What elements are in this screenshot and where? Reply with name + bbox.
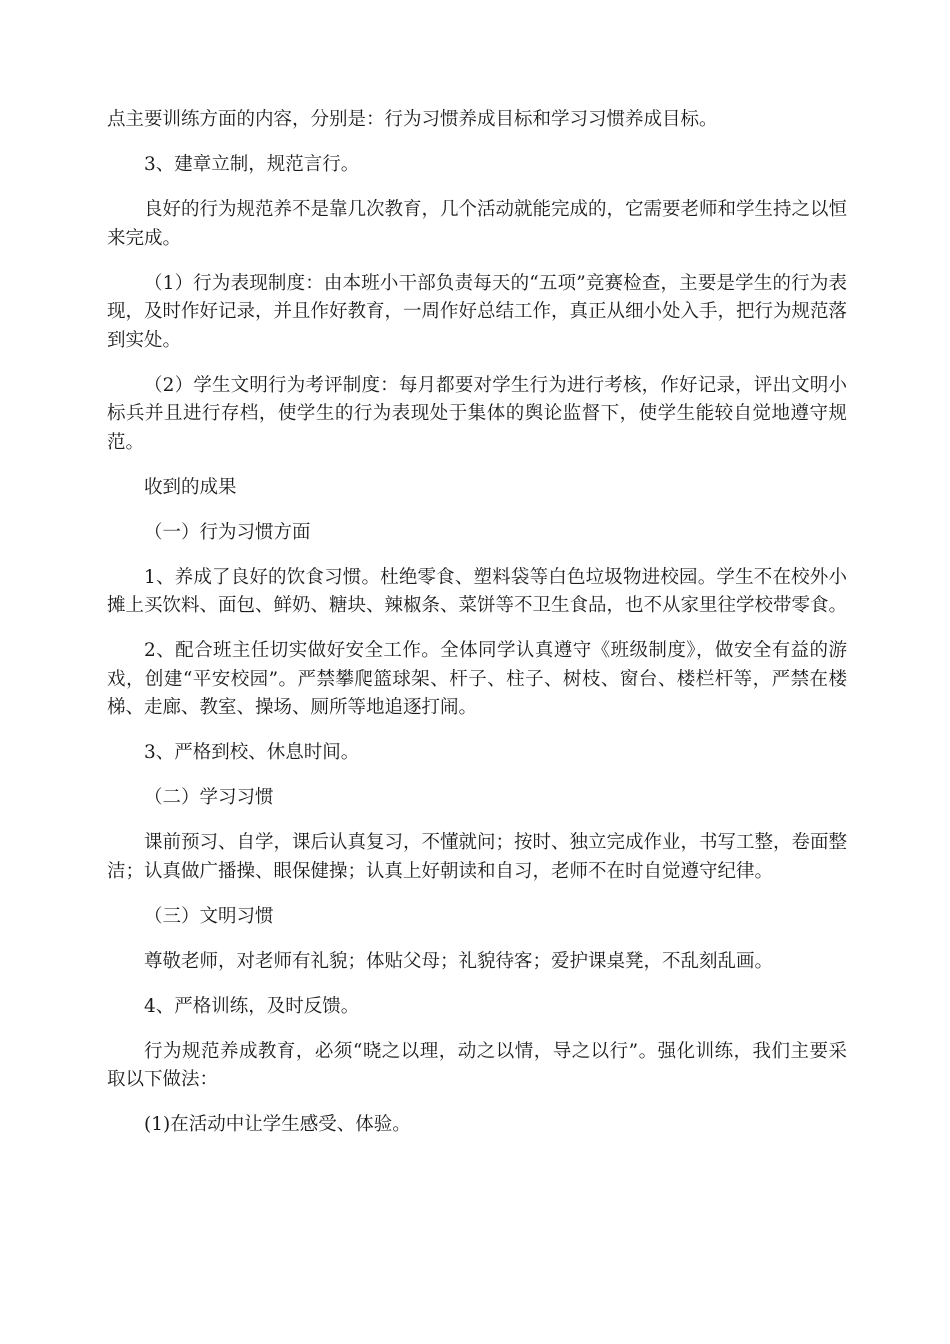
paragraph-study-habits: 课前预习、自学，课后认真复习，不懂就问；按时、独立完成作业，书写工整，卷面整洁；认真做广播操、眼保健操；认真上好朝读和自习，老师不在时自觉遵守纪律。 [107, 832, 848, 882]
section-heading-training: 4、严格训练，及时反馈。 [144, 995, 360, 1017]
subheading-civil-habits: （三）文明习惯 [144, 905, 274, 927]
paragraph-continuation: 点主要训练方面的内容，分别是：行为习惯养成目标和学习习惯养成目标。 [107, 109, 718, 130]
list-item-safety: 2、配合班主任切实做好安全工作。全体同学认真遵守《班级制度》，做安全有益的游戏，创建“平安校园”。严禁攀爬篮球架、杆子、柱子、树枝、窗台、楼栏杆等，严禁在楼梯、走廊、教室、操场、厕所等地追逐打闹。 [107, 640, 847, 718]
paragraph-training: 行为规范养成教育，必须“晓之以理，动之以情，导之以行”。强化训练，我们主要采取以下做法： [107, 1040, 847, 1090]
paragraph: 良好的行为规范养不是靠几次教育，几个活动就能完成的，它需要老师和学生持之以恒来完成。 [107, 199, 848, 249]
paragraph-civil-habits: 尊敬老师，对老师有礼貌；体贴父母；礼貌待客；爱护课桌凳，不乱刻乱画。 [144, 950, 774, 972]
list-item-behavior-system: （1）行为表现制度：由本班小干部负责每天的“五项”竞赛检查，主要是学生的行为表现，及时作好记录，并且作好教育，一周作好总结工作，真正从细小处入手，把行为规范落到实处。 [107, 272, 848, 351]
list-item-diet-habits: 1、养成了良好的饮食习惯。杜绝零食、塑料袋等白色垃圾物进校园。学生不在校外小摊上买饮料、面包、鲜奶、糖块、辣椒条、菜饼等不卫生食品，也不从家里往学校带零食。 [107, 566, 848, 616]
document-body [107, 106, 847, 1156]
list-item-schedule: 3、严格到校、休息时间。 [144, 742, 360, 763]
subheading-behavior-habits: （一）行为习惯方面 [144, 521, 311, 543]
subheading-study-habits: （二）学习习惯 [144, 787, 274, 808]
section-heading-results: 收到的成果 [144, 476, 237, 498]
section-heading-rules: 3、建章立制，规范言行。 [144, 154, 360, 175]
list-item-evaluation-system: （2）学生文明行为考评制度：每月都要对学生行为进行考核，作好记录，评出文明小标兵并且进行存档，使学生的行为表现处于集体的舆论监督下，使学生能较自觉地遵守规范。 [107, 374, 847, 453]
list-item-activities: (1)在活动中让学生感受、体验。 [144, 1114, 411, 1135]
